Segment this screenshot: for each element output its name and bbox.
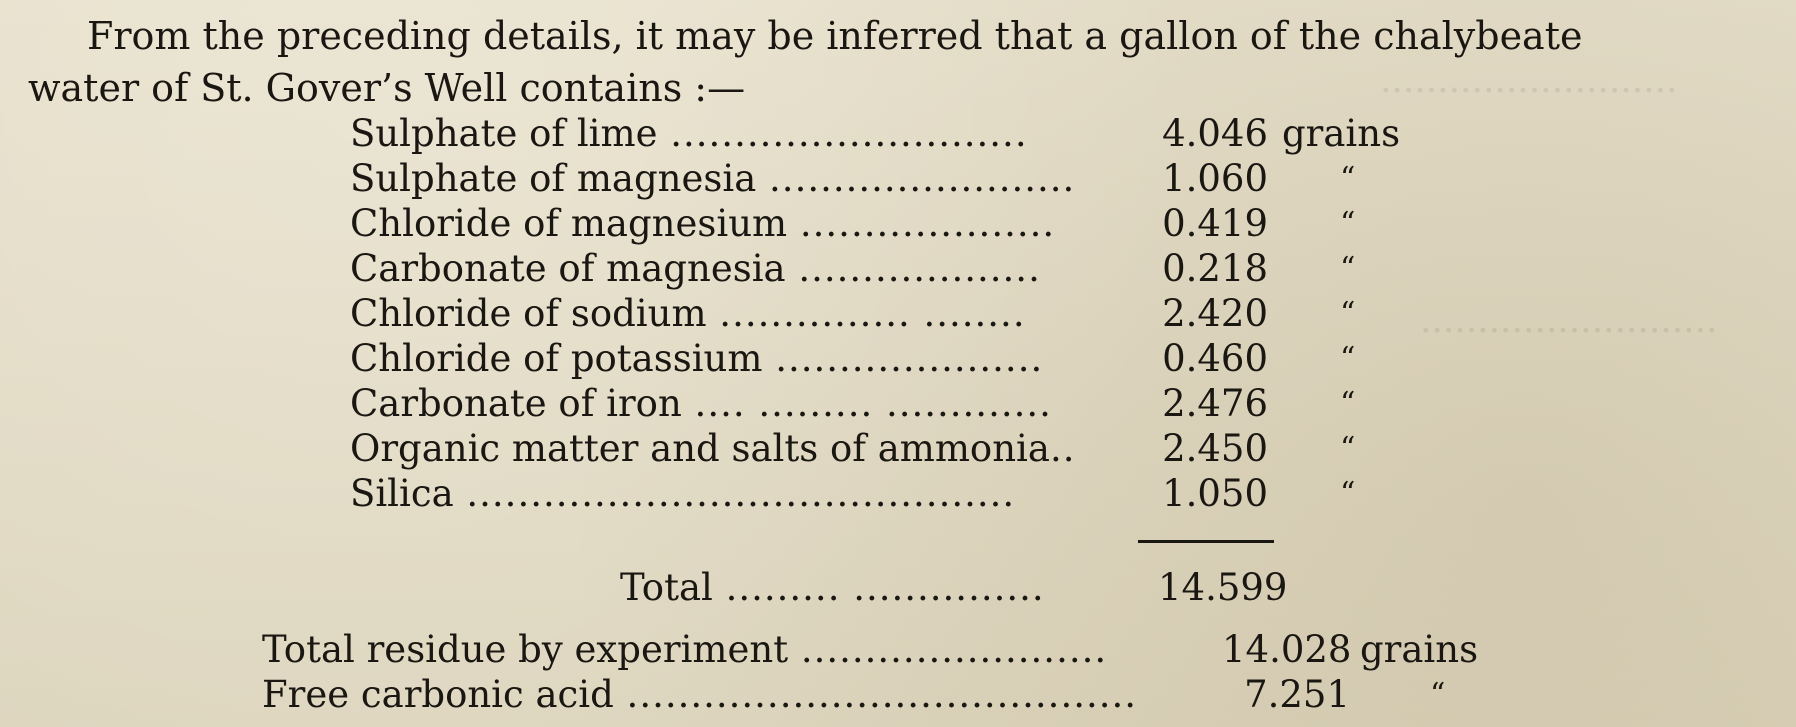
- leader-dots: ...................: [785, 247, 1041, 290]
- ditto-mark: “: [1430, 677, 1446, 712]
- row-value: 0.460: [1162, 337, 1268, 380]
- ditto-mark: “: [1340, 431, 1356, 466]
- row-value: 14.028: [1222, 628, 1352, 671]
- row-label: Organic matter and salts of ammonia: [350, 427, 1050, 470]
- row-label: Sulphate of magnesia: [350, 157, 757, 200]
- intro-line-1: From the preceding details, it may be inferred that a gallon of the chalybeate: [87, 14, 1583, 58]
- row-label: Free carbonic acid: [262, 673, 614, 716]
- ditto-mark: “: [1340, 206, 1356, 241]
- ditto-mark: “: [1340, 386, 1356, 421]
- intro-line-2: water of St. Gover’s Well contains :—: [28, 66, 746, 110]
- row-unit: grains: [1360, 628, 1479, 671]
- leader-dots: ....................: [787, 202, 1056, 245]
- row-label: Carbonate of magnesia: [350, 247, 786, 290]
- show-through-text: ..........................: [1420, 300, 1718, 341]
- leader-dots: .....................: [762, 337, 1044, 380]
- show-through-text: ..........................: [1380, 60, 1678, 101]
- ditto-mark: “: [1340, 476, 1356, 511]
- row-value: 7.251: [1244, 673, 1350, 716]
- row-value: 4.046: [1162, 112, 1268, 155]
- leader-dots: ........................: [788, 628, 1108, 671]
- leader-dots: ..: [1049, 427, 1076, 470]
- leader-dots: ............... ........: [706, 292, 1026, 335]
- ditto-mark: “: [1340, 296, 1356, 331]
- leader-dots: ......... ...............: [712, 566, 1045, 609]
- leader-dots: ........................: [756, 157, 1076, 200]
- total-value: 14.599: [1158, 566, 1288, 609]
- row-label: Carbonate of iron: [350, 382, 682, 425]
- ditto-mark: “: [1340, 341, 1356, 376]
- total-label: Total: [620, 566, 713, 609]
- row-label: Sulphate of lime: [350, 112, 658, 155]
- leader-dots: ...........................................: [453, 472, 1016, 515]
- ditto-mark: “: [1340, 161, 1356, 196]
- row-value: 1.060: [1162, 157, 1268, 200]
- leader-dots: .... ......... .............: [681, 382, 1052, 425]
- row-label: Chloride of potassium: [350, 337, 763, 380]
- intro-paragraph: [0, 10, 1796, 114]
- ditto-mark: “: [1340, 251, 1356, 286]
- row-value: 2.450: [1162, 427, 1268, 470]
- sum-rule: [1138, 540, 1274, 543]
- row-label: Silica: [350, 472, 454, 515]
- row-label: Total residue by experiment: [262, 628, 789, 671]
- row-value: 0.419: [1162, 202, 1268, 245]
- row-value: 2.420: [1162, 292, 1268, 335]
- row-value: 0.218: [1162, 247, 1268, 290]
- row-unit: grains: [1282, 112, 1401, 155]
- row-value: 2.476: [1162, 382, 1268, 425]
- row-label: Chloride of sodium: [350, 292, 707, 335]
- leader-dots: ........................................: [613, 673, 1138, 716]
- leader-dots: ............................: [657, 112, 1028, 155]
- row-label: Chloride of magnesium: [350, 202, 788, 245]
- row-value: 1.050: [1162, 472, 1268, 515]
